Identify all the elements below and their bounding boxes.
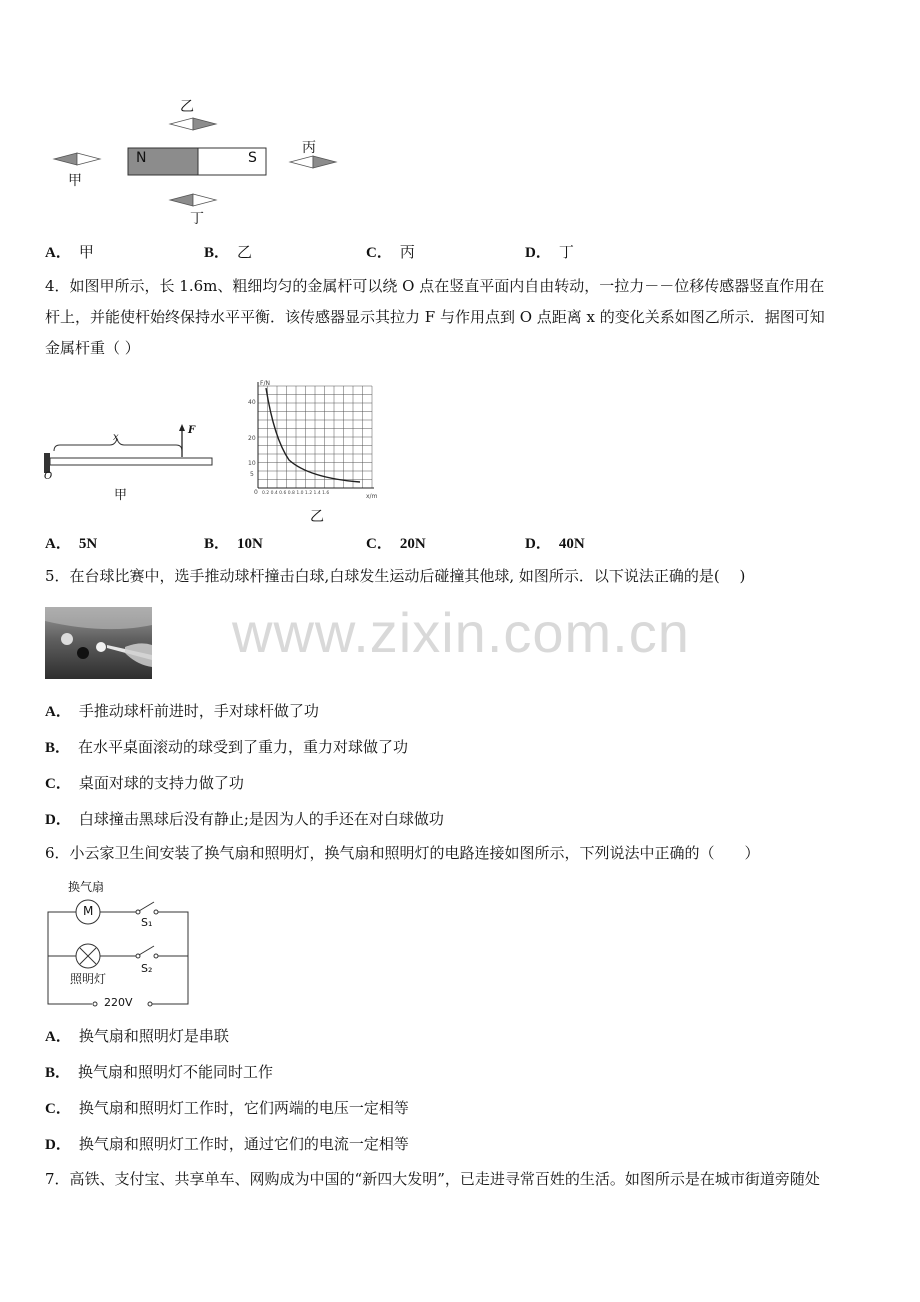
magnet-n-label: N: [136, 150, 147, 166]
label-ding: 丁: [190, 211, 204, 227]
q6-option-d[interactable]: D． 换气扇和照明灯工作时，通过它们的电流一定相等: [45, 1135, 409, 1153]
q6-option-a[interactable]: A． 换气扇和照明灯是串联: [45, 1027, 229, 1045]
graph-y-tick-5: 5: [250, 471, 254, 478]
compass-needle-bottom: [170, 194, 216, 206]
graph-origin: 0: [254, 489, 258, 496]
force-curve: [266, 388, 360, 482]
magnet-s-label: S: [248, 150, 257, 166]
graph-y-tick-20: 20: [248, 435, 256, 442]
q3-option-b[interactable]: B． 乙: [204, 243, 253, 261]
lamp-label: 照明灯: [70, 972, 107, 986]
lever-f-label: F: [188, 425, 196, 436]
label-jia: 甲: [68, 173, 82, 189]
billiards-photo: [45, 607, 152, 679]
switch-s1-label: S₁: [141, 916, 153, 929]
q7-stem: 7．高铁、支付宝、共享单车、网购成为中国的“新四大发明”，已走进寻常百姓的生活。如图所示是在城市街道旁随处: [45, 1170, 820, 1188]
q5-option-c[interactable]: C． 桌面对球的支持力做了功: [45, 774, 244, 792]
graph-y-tick-40: 40: [248, 399, 256, 406]
graph-caption: 乙: [310, 509, 324, 525]
watermark: www.zixin.com.cn: [232, 601, 690, 664]
graph-x-axis-label: x/m: [366, 493, 378, 500]
q5-stem: 5．在台球比赛中，选手推动球杆撞击白球,白球发生运动后碰撞其他球, 如图所示．以下说法正确的是( ): [45, 567, 746, 585]
compass-needle-left: [54, 153, 100, 165]
voltage-label: 220V: [104, 996, 133, 1009]
q4-option-d[interactable]: D． 40N: [525, 536, 585, 552]
compass-needle-right: [290, 156, 336, 168]
q3-option-a[interactable]: A． 甲: [45, 243, 94, 261]
q4-option-a[interactable]: A． 5N: [45, 536, 98, 552]
graph-x-ticks: 0.2 0.4 0.6 0.8 1.0 1.2 1.4 1.6: [262, 491, 330, 496]
q6-stem: 6．小云家卫生间安装了换气扇和照明灯，换气扇和照明灯的电路连接如图所示，下列说法中正确的（ ）: [45, 844, 760, 862]
switch-s2-label: S₂: [141, 962, 153, 975]
lever-o-label: O: [44, 471, 53, 482]
q3-option-d[interactable]: D． 丁: [525, 243, 574, 261]
q6-option-b[interactable]: B． 换气扇和照明灯不能同时工作: [45, 1063, 274, 1081]
q3-option-c[interactable]: C． 丙: [366, 243, 415, 261]
q4-stem: [45, 271, 885, 364]
lever-x-label: x: [113, 432, 119, 443]
motor-label: M: [83, 904, 94, 918]
q5-option-b[interactable]: B． 在水平桌面滚动的球受到了重力，重力对球做了功: [45, 738, 409, 756]
force-distance-graph: [244, 378, 384, 500]
lever-rod-figure: [40, 395, 220, 505]
q4-line-2: 杆上，并能使杆始终保持水平平衡．该传感器显示其拉力 F 与作用点到 O 点距离 x 的变化关系如图乙所示．据图可知: [45, 308, 825, 326]
fan-label: 换气扇: [68, 880, 105, 894]
q4-option-b[interactable]: B． 10N: [204, 536, 263, 552]
compass-needle-top: [170, 118, 216, 130]
graph-y-tick-10: 10: [248, 460, 256, 467]
circuit-diagram: [40, 876, 200, 1014]
q4-line-3: 金属杆重（ ）: [45, 339, 140, 357]
lever-caption: 甲: [114, 488, 128, 503]
q6-option-c[interactable]: C． 换气扇和照明灯工作时，它们两端的电压一定相等: [45, 1099, 409, 1117]
q5-option-a[interactable]: A． 手推动球杆前进时，手对球杆做了功: [45, 702, 319, 720]
graph-y-axis-label: F/N: [260, 380, 270, 387]
q5-option-d[interactable]: D． 白球撞击黑球后没有静止;是因为人的手还在对白球做功: [45, 810, 444, 828]
q4-line-1: 4．如图甲所示，长 1.6m、粗细均匀的金属杆可以绕 O 点在竖直平面内自由转动，一拉力－－位移传感器竖直作用在: [45, 277, 825, 295]
q4-option-c[interactable]: C． 20N: [366, 536, 426, 552]
label-bing: 丙: [302, 140, 316, 156]
label-yi: 乙: [180, 99, 194, 115]
